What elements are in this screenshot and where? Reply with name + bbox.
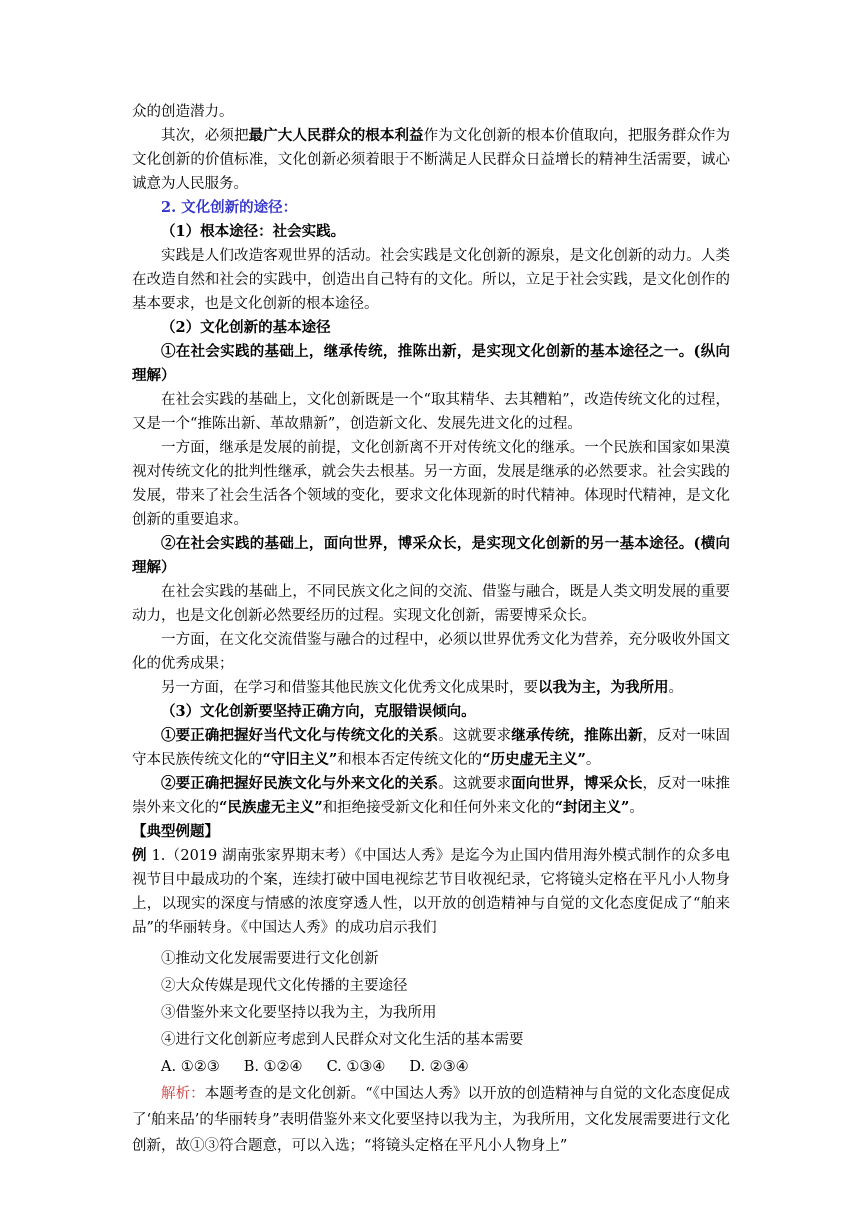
heading-basic-path: （2）文化创新的基本途径 — [161, 319, 331, 336]
option-item: ④进行文化创新应考虑到人民群众对文化生活的基本需要 — [161, 1032, 524, 1048]
paragraph-item-2c: 另一方面，在学习和借鉴其他民族文化优秀文化成果时，要以我为主，为我所用。 — [161, 679, 683, 696]
example-question: 例 1.（2019 湖南张家界期末考）《中国达人秀》是迄今为止国内借用海外模式制作的众多电视节目中最成功的个案，连续打破中国电视综艺节目收视纪录，它将镜头定格在平凡小人物身上，以现实的深度与情感的浓度穿透人性，以开放的创造精神与自觉的文化态度促成了“舶来品”的华丽转身。《中国达人秀》的成功启示我们 — [132, 847, 731, 936]
heading-item-1: ①在社会实践的基础上，继承传统，推陈出新，是实现文化创新的基本途径之一。(纵向理解） — [132, 343, 730, 384]
intro-line: 众的创造潜力。 — [132, 104, 234, 120]
paragraph-practice: 实践是人们改造客观世界的活动。社会实践是文化创新的源泉，是文化创新的动力。人类在改造自然和社会的实践中，创造出自己特有的文化。所以，立足于社会实践，是文化创作的基本要求，也是文化创新的根本途径。 — [132, 248, 730, 312]
key-phrase: 最广大人民群众的根本利益 — [248, 127, 424, 144]
paragraph-item-1a: 在社会实践的基础上，文化创新既是一个“取其精华、去其糟粕”，改造传统文化的过程，又是一个“推陈出新、革故鼎新”，创造新文化、发展先进文化的过程。 — [132, 392, 730, 432]
choice-d: D. ②③④ — [409, 1059, 469, 1075]
section-title-examples: 【典型例题】 — [132, 823, 219, 840]
heading-item-2: ②在社会实践的基础上，面向世界，博采众长，是实现文化创新的另一基本途径。(横向理解） — [132, 535, 730, 576]
document-page — [132, 100, 730, 1159]
heading-direction: （3）文化创新要坚持正确方向，克服错误倾向。 — [161, 703, 476, 720]
option-item: ①推动文化发展需要进行文化创新 — [161, 951, 379, 967]
choice-b: B. ①②④ — [243, 1059, 303, 1075]
option-item: ③借鉴外来文化要坚持以我为主，为我所用 — [161, 1005, 437, 1021]
paragraph-direction-2: ②要正确把握好民族文化与外来文化的关系。这就要求面向世界，博采众长，反对一味推崇外来文化的“民族虚无主义”和拒绝接受新文化和任何外来文化的“封闭主义”。 — [132, 775, 731, 816]
analysis-paragraph: 解析：本题考查的是文化创新。“《中国达人秀》以开放的创造精神与自觉的文化态度促成了‘舶来品’的华丽转身”表明借鉴外来文化要坚持以我为主，为我所用，文化发展需要进行文化创新，故①③符合题意，可以入选；“将镜头定格在平凡小人物身上” — [132, 1086, 730, 1154]
paragraph-direction-1: ①要正确把握好当代文化与传统文化的关系。这就要求继承传统，推陈出新，反对一味固守本民族传统文化的“守旧主义”和根本否定传统文化的“历史虚无主义”。 — [132, 727, 731, 768]
option-item: ②大众传媒是现代文化传播的主要途径 — [161, 978, 408, 994]
analysis-label: 解析： — [161, 1086, 205, 1102]
heading-innovation-paths: 2. 文化创新的途径： — [161, 199, 298, 216]
example-label: 例 — [132, 847, 147, 864]
choice-a: A. ①②③ — [161, 1059, 220, 1075]
heading-fundamental-path: （1）根本途径：社会实践。 — [161, 223, 346, 240]
paragraph-item-1b: 一方面，继承是发展的前提，文化创新离不开对传统文化的继承。一个民族和国家如果漠视对传统文化的批判性继承，就会失去根基。另一方面，发展是继承的必然要求。社会实践的发展，带来了社会生活各个领域的变化，要求文化体现新的时代精神。体现时代精神，是文化创新的重要追求。 — [132, 440, 730, 528]
paragraph-value-orientation: 其次，必须把最广大人民群众的根本利益作为文化创新的根本价值取向，把服务群众作为文化创新的价值标准，文化创新必须着眼于不断满足人民群众日益增长的精神生活需要，诚心诚意为人民服务。 — [132, 127, 731, 192]
paragraph-item-2a: 在社会实践的基础上，不同民族文化之间的交流、借鉴与融合，既是人类文明发展的重要动力，也是文化创新必然要经历的过程。实现文化创新，需要博采众长。 — [132, 584, 730, 624]
answer-choices — [132, 1054, 730, 1081]
paragraph-item-2b: 一方面，在文化交流借鉴与融合的过程中，必须以世界优秀文化为营养，充分吸收外国文化的优秀成果； — [132, 632, 730, 672]
choice-c: C. ①③④ — [326, 1059, 386, 1075]
